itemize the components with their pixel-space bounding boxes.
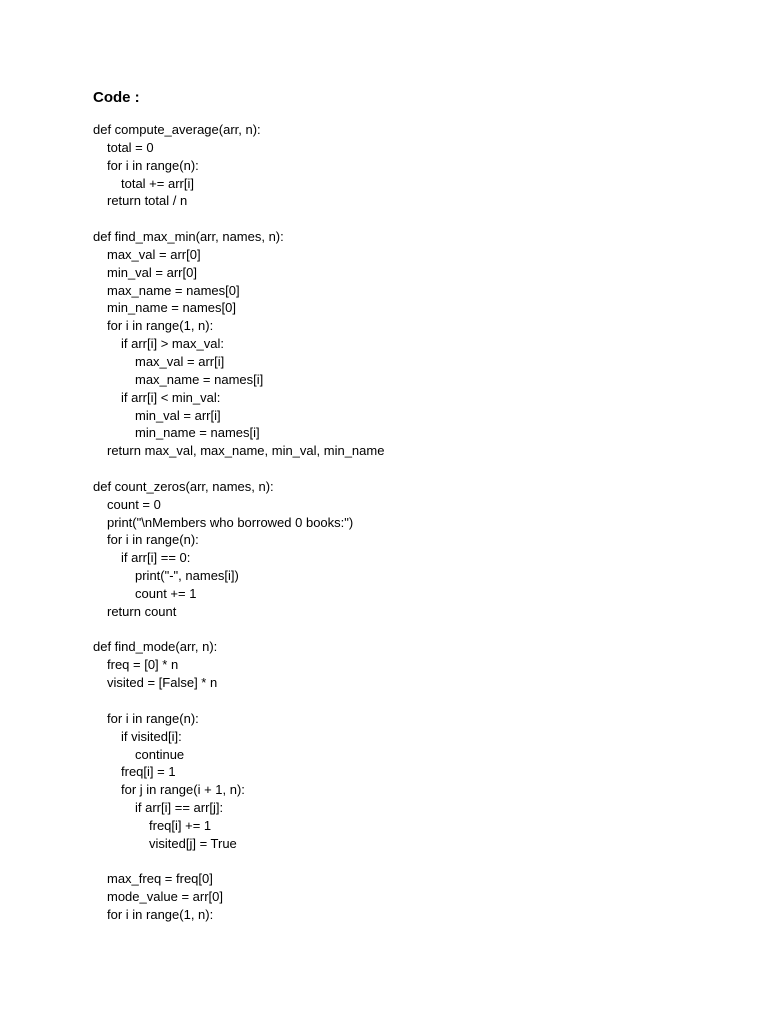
- code-line: if arr[i] > max_val:: [121, 336, 224, 352]
- code-line: min_name = names[0]: [107, 300, 236, 316]
- code-line: count += 1: [135, 585, 197, 601]
- code-line: def count_zeros(arr, names, n):: [93, 478, 274, 494]
- code-line: def find_max_min(arr, names, n):: [93, 229, 284, 245]
- code-line: if arr[i] == arr[j]:: [135, 800, 224, 816]
- code-line: for i in range(1, n):: [107, 318, 214, 334]
- code-line: freq[i] += 1: [149, 817, 212, 833]
- code-line: for i in range(n):: [107, 157, 199, 173]
- code-line: count = 0: [107, 496, 161, 512]
- code-line: max_val = arr[i]: [135, 353, 225, 369]
- code-line: visited[j] = True: [149, 835, 237, 851]
- blank-line: [93, 460, 733, 478]
- blank-line: [93, 621, 733, 639]
- blank-line: [93, 692, 733, 710]
- code-line: freq[i] = 1: [121, 764, 176, 780]
- code-line: print("-", names[i]): [135, 568, 239, 584]
- code-line: freq = [0] * n: [107, 657, 179, 673]
- code-line: return total / n: [107, 193, 188, 209]
- code-line: max_val = arr[0]: [107, 246, 201, 262]
- code-line: min_val = arr[0]: [107, 264, 197, 280]
- code-line: max_name = names[i]: [135, 371, 264, 387]
- code-line: def compute_average(arr, n):: [93, 122, 261, 137]
- code-line: if arr[i] == 0:: [121, 550, 191, 566]
- code-line: for i in range(1, n):: [107, 907, 214, 923]
- code-line: max_freq = freq[0]: [107, 871, 213, 887]
- code-line: total = 0: [107, 139, 154, 155]
- code-line: for i in range(n):: [107, 532, 199, 548]
- code-line: for i in range(n):: [107, 710, 199, 726]
- code-line: min_name = names[i]: [135, 425, 260, 441]
- code-line: def find_mode(arr, n):: [93, 639, 218, 655]
- blank-line: [93, 210, 733, 228]
- code-line: print("\nMembers who borrowed 0 books:"): [107, 514, 354, 530]
- code-line: visited = [False] * n: [107, 675, 218, 691]
- blank-line: [93, 853, 733, 871]
- code-line: if arr[i] < min_val:: [121, 389, 221, 405]
- code-line: for j in range(i + 1, n):: [121, 782, 245, 798]
- code-line: return count: [107, 603, 177, 619]
- code-line: mode_value = arr[0]: [107, 889, 223, 905]
- code-line: continue: [135, 746, 185, 762]
- code-line: total += arr[i]: [121, 175, 194, 191]
- code-block: [93, 121, 733, 924]
- code-line: return max_val, max_name, min_val, min_name: [107, 443, 385, 459]
- code-line: if visited[i]:: [121, 728, 182, 744]
- code-line: max_name = names[0]: [107, 282, 240, 298]
- code-line: min_val = arr[i]: [135, 407, 221, 423]
- code-heading: Code :: [93, 89, 140, 106]
